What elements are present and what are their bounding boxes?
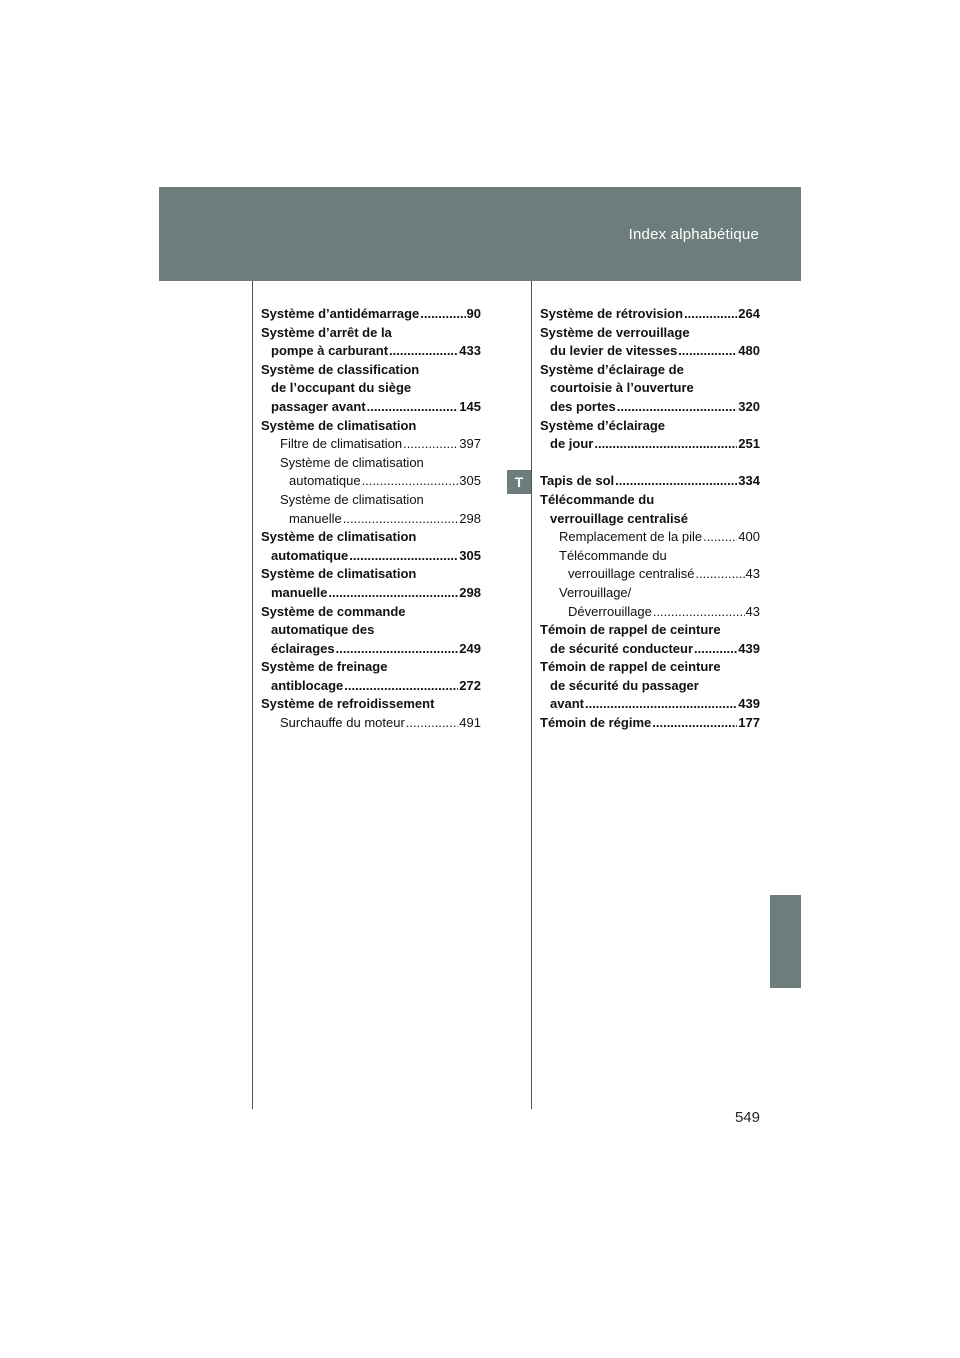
index-entry[interactable]	[261, 342, 481, 361]
index-entry	[540, 547, 760, 566]
index-entry[interactable]	[261, 305, 481, 324]
index-entry	[540, 417, 760, 436]
index-entry-page: 491	[459, 715, 481, 731]
index-entry-label: de sécurité conducteur	[550, 640, 694, 656]
index-entry-label: passager avant	[271, 398, 366, 414]
index-entry-page: 251	[738, 436, 760, 452]
index-entry	[261, 621, 481, 640]
dot-leader	[695, 565, 744, 584]
index-entry-label: Remplacement de la pile	[559, 529, 703, 545]
index-entry-label: Système de refroidissement	[261, 696, 435, 712]
index-entry-page: 145	[459, 398, 481, 414]
index-entry	[261, 565, 481, 584]
index-entry-page: 305	[459, 547, 481, 563]
index-entry[interactable]	[540, 528, 760, 547]
dot-leader	[367, 398, 459, 417]
index-entry-page: 480	[738, 343, 760, 359]
index-entry-page: 249	[459, 640, 481, 656]
index-entry-label: automatique des	[271, 622, 375, 638]
index-entry	[261, 417, 481, 436]
dot-leader	[343, 510, 459, 529]
index-entry-label: manuelle	[271, 584, 328, 600]
index-entry[interactable]	[261, 435, 481, 454]
index-entry-label: Système de climatisation	[280, 454, 424, 470]
index-entry[interactable]	[540, 305, 760, 324]
index-entry-label: Tapis de sol	[540, 473, 615, 489]
index-column-right	[540, 305, 760, 733]
index-entry-page: 43	[745, 566, 760, 582]
index-entry-page: 439	[738, 640, 760, 656]
index-entry-page: 320	[738, 398, 760, 414]
index-entry-label: Télécommande du	[540, 491, 655, 507]
index-entry-label: de sécurité du passager	[550, 677, 699, 693]
index-entry-label: de l’occupant du siège	[271, 380, 412, 396]
index-entry[interactable]	[261, 510, 481, 529]
index-entry-label: de jour	[550, 436, 594, 452]
chapter-thumb-tab	[770, 895, 801, 988]
index-entry	[540, 324, 760, 343]
index-entry-label: Système de climatisation	[261, 529, 417, 545]
index-entry[interactable]	[540, 603, 760, 622]
section-gap	[540, 454, 760, 473]
index-entry	[261, 528, 481, 547]
dot-leader	[617, 398, 738, 417]
index-entry[interactable]	[540, 472, 760, 491]
index-entry	[540, 379, 760, 398]
index-entry[interactable]	[261, 398, 481, 417]
index-entry-label: Système de rétrovision	[540, 306, 684, 321]
dot-leader	[349, 547, 458, 566]
dot-leader	[678, 342, 737, 361]
index-entry-label: Témoin de rappel de ceinture	[540, 622, 721, 638]
index-entry-label: Télécommande du	[559, 547, 667, 563]
index-entry	[540, 621, 760, 640]
index-entry	[540, 584, 760, 603]
index-entry-label: courtoisie à l’ouverture	[550, 380, 694, 396]
index-entry-label: Système de freinage	[261, 659, 388, 675]
middle-column-rule	[531, 281, 532, 1109]
index-entry-label: Verrouillage/	[559, 584, 632, 600]
index-entry-page: 43	[745, 603, 760, 619]
dot-leader	[389, 342, 458, 361]
dot-leader	[406, 714, 459, 733]
index-entry-label: des portes	[550, 398, 616, 414]
index-entry-label: Système de climatisation	[261, 566, 417, 582]
index-entry-label: Témoin de rappel de ceinture	[540, 659, 721, 675]
dot-leader	[344, 677, 458, 696]
dot-leader	[703, 528, 737, 547]
dot-leader	[336, 640, 459, 659]
index-entry-label: Déverrouillage	[568, 603, 652, 619]
index-entry-page: 298	[459, 584, 481, 600]
index-entry[interactable]	[261, 677, 481, 696]
index-entry-label: Système d’arrêt de la	[261, 324, 392, 340]
left-column-rule	[252, 281, 253, 1109]
index-entry-page: 397	[459, 436, 481, 452]
index-letter-tab[interactable]: T	[507, 470, 531, 494]
index-entry-label: Système de classification	[261, 361, 420, 377]
index-entry[interactable]	[540, 435, 760, 454]
index-entry-label: du levier de vitesses	[550, 343, 678, 359]
index-entry-label: verrouillage centralisé	[568, 566, 695, 582]
index-entry[interactable]	[540, 342, 760, 361]
index-entry	[540, 658, 760, 677]
dot-leader	[684, 305, 737, 324]
index-entry-label: Surchauffe du moteur	[280, 715, 405, 731]
index-entry-label: automatique	[289, 473, 361, 489]
index-entry-page: 433	[459, 343, 481, 359]
index-entry	[261, 379, 481, 398]
index-entry-label: Système d’éclairage	[540, 417, 666, 433]
index-entry-page: 305	[459, 473, 481, 489]
index-entry[interactable]	[261, 584, 481, 603]
index-entry-page: 177	[738, 715, 760, 731]
index-entry-label: Système de climatisation	[280, 491, 424, 507]
index-entry-page: 400	[738, 529, 760, 545]
index-entry[interactable]	[540, 714, 760, 733]
index-entry[interactable]	[540, 565, 760, 584]
index-entry-label: Système d’éclairage de	[540, 361, 684, 377]
index-entry-page: 334	[738, 473, 760, 489]
page-number: 549	[734, 1109, 760, 1126]
dot-leader	[694, 640, 737, 659]
dot-leader	[420, 305, 465, 324]
page-header	[159, 187, 801, 281]
index-entry-page: 264	[738, 306, 760, 321]
index-entry[interactable]	[540, 695, 760, 714]
index-entry	[261, 324, 481, 343]
index-entry-label: automatique	[271, 547, 349, 563]
dot-leader	[362, 472, 459, 491]
dot-leader	[653, 603, 745, 622]
index-entry-label: Filtre de climatisation	[280, 436, 403, 452]
dot-leader	[403, 435, 458, 454]
index-entry-label: verrouillage centralisé	[550, 510, 689, 526]
index-entry-label: Système de climatisation	[261, 417, 417, 433]
index-entry[interactable]	[540, 640, 760, 659]
index-entry[interactable]	[261, 547, 481, 566]
index-entry-page: 439	[738, 696, 760, 712]
index-entry-label: pompe à carburant	[271, 343, 389, 359]
index-entry-label: manuelle	[289, 510, 342, 526]
index-entry	[261, 658, 481, 677]
header-title: Index alphabétique	[628, 226, 759, 243]
index-entry-label: antiblocage	[271, 677, 344, 693]
dot-leader	[594, 435, 737, 454]
index-entry-page: 298	[459, 510, 481, 526]
index-entry-label: Système de verrouillage	[540, 324, 690, 340]
index-column-left	[261, 305, 481, 733]
index-entry-label: éclairages	[271, 640, 335, 656]
index-entry	[540, 510, 760, 529]
index-entry	[540, 361, 760, 380]
index-entry-page: 90	[466, 306, 481, 321]
index-entry-label: Système de commande	[261, 603, 406, 619]
dot-leader	[652, 714, 737, 733]
index-entry[interactable]	[261, 714, 481, 733]
index-entry-page: 272	[459, 677, 481, 693]
dot-leader	[585, 695, 737, 714]
index-entry	[261, 361, 481, 380]
index-entry[interactable]	[540, 398, 760, 417]
index-entry	[261, 454, 481, 473]
index-entry-label: Témoin de régime	[540, 715, 652, 731]
index-entry	[261, 695, 481, 714]
index-entry	[261, 603, 481, 622]
index-entry-label: avant	[550, 696, 584, 712]
index-entry	[261, 491, 481, 510]
dot-leader	[328, 584, 458, 603]
index-entry[interactable]	[261, 472, 481, 491]
index-entry[interactable]	[261, 640, 481, 659]
index-entry	[540, 677, 760, 696]
dot-leader	[615, 472, 737, 491]
index-entry	[540, 491, 760, 510]
index-entry-label: Système d’antidémarrage	[261, 306, 420, 321]
